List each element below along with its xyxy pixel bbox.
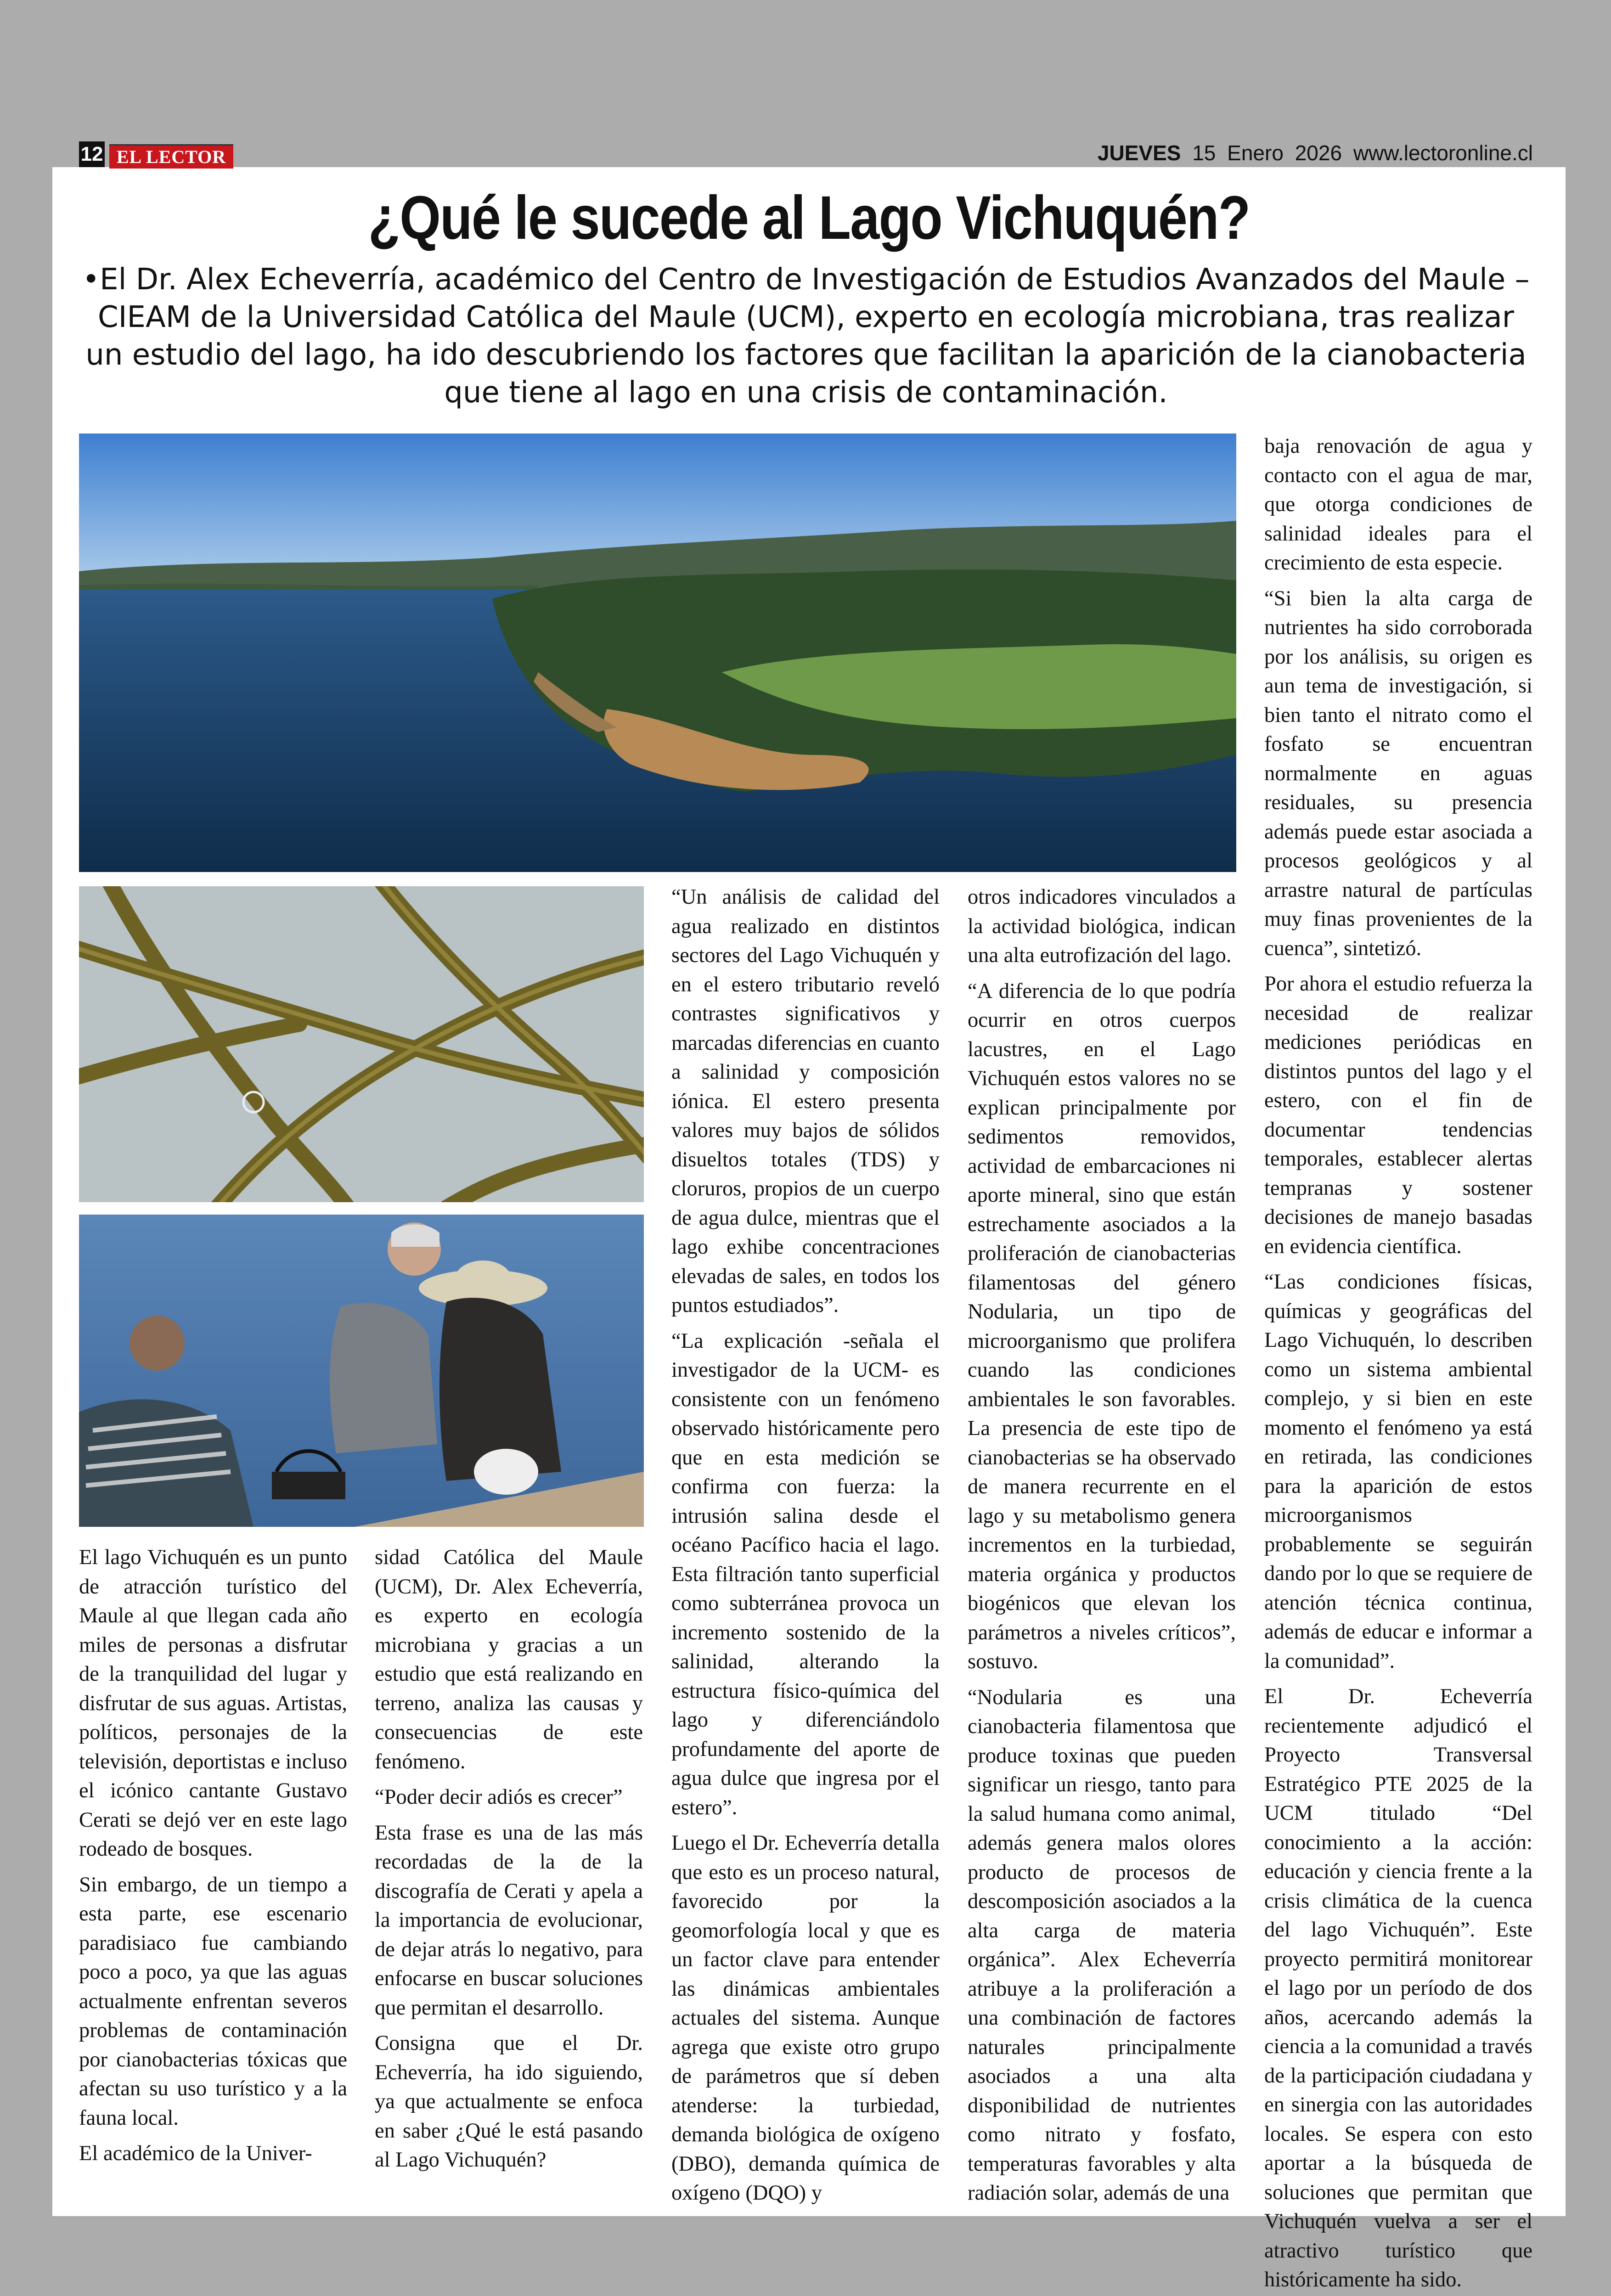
paragraph: otros indicadores vinculados a la actividad biológica, indican una alta eutrofización del lago. [968,885,1236,967]
cyanobacteria-microscope-photo [79,886,644,1202]
paragraph: El lago Vichuquén es un punto de atracción turístico del Maule al que llegan cada año miles de personas a disfrutar de la tranquilidad del lugar y disfrutar de sus aguas. Artistas, políticos, personajes de la televisión, deportistas e incluso el icónico cantante Gustavo Cerati se dejó ver en este lago rodeado de bosques. [79,1546,347,1861]
website-link[interactable]: www.lectoronline.cl [1353,141,1533,165]
paragraph: “La explicación -señala el investigador de la UCM- es consistente con un fenómeno observado históricamente pero que en esta medición se confirma con fuerza: la intrusión salina desde el océano Pacífico hacia el lago. Esta filtración tanto superficial como subterránea provoca un incremento sostenido de la salinidad, alterando la estructura físico-química del lago y diferenciándolo profundamente del aporte de agua dulce que ingresa por el estero”. [671,1329,940,1819]
lake-aerial-photo [79,433,1236,872]
research-team-photo [79,1215,644,1527]
paragraph: Consigna que el Dr. Echeverría, ha ido siguiendo, ya que actualmente se enfoca en saber ¿Qué le está pasando al Lago Vichuquén? [375,2032,643,2172]
paragraph: “Un análisis de calidad del agua realizado en distintos sectores del Lago Vichuquén y en el estero tributario reveló contrastes significativos y marcadas diferencias en cuanto a salinidad y composición iónica. El estero presenta valores muy bajos de sólidos disueltos totales (TDS) y cloruros, propios de un cuerpo de agua dulce, mientras que el lago exhibe concentraciones elevadas de sales, en todos los puntos estudiados”. [671,885,940,1317]
article-lead: •El Dr. Alex Echeverría, académico del Centro de Investigación de Estudios Avanzados del Maule – CIEAM de la Universidad Católica del Maule (UCM), experto en ecología microbiana, tras realizar un estudio del lago, ha ido descubriendo los factores que facilitan la aparición de la cianobacteria que tiene al lago en una crisis de contaminación. [82,263,1530,410]
page-number: 12 [79,141,105,167]
article-column-1 [79,1543,347,2175]
article-column-3 [671,883,940,2214]
article-title: ¿Qué le sucede al Lago Vichuquén? [368,184,1250,252]
paragraph: “A diferencia de lo que podría ocurrir en otros cuerpos lacustres, en el Lago Vichuquén estos valores no se explican principalmente por sedimentos removidos, actividad de embarcaciones ni aporte mineral, sino que están estrechamente asociados a la proliferación de cianobacterias filamentosas del género Nodularia, un tipo de microorganismo que prolifera cuando las condiciones ambientales le son favorables. La presencia de este tipo de cianobacterias se ha observado de manera recurrente en el lago y su metabolismo genera incrementos en la turbiedad, materia orgánica y productos biogénicos que elevan los parámetros a niveles críticos”, sostuvo. [968,979,1236,1673]
issue-month: Enero [1227,141,1284,165]
paragraph: “Si bien la alta carga de nutrientes ha sido corroborada por los análisis, su origen es aun tema de investigación, si bien tanto el nitrato como el fosfato se encuentran normalmente en aguas residuales, su presencia además puede estar asociada a procesos geológicos y al arrastre natural de partículas muy finas provenientes de la cuenca”, sintetizó. [1264,586,1532,960]
paragraph: Luego el Dr. Echeverría detalla que esto es un proceso natural, favorecido por la geomorfología local y que es un factor clave para entender las dinámicas ambientales actuales del sistema. Aunque agrega que existe otro grupo de parámetros que sí deben atenderse: la turbiedad, demanda biológica de oxígeno (DBO), demanda química de oxígeno (DQO) y [671,1831,940,2205]
article-column-5 [1264,432,1532,2296]
paragraph: Esta frase es una de las más recordadas de la de la discografía de Cerati y apela a la importancia de evolucionar, de dejar atrás lo negativo, para enfocarse en buscar soluciones que permitan el desarrollo. [375,1821,643,2020]
paragraph: El académico de la Univer- [79,2142,312,2165]
issue-date-line [1092,141,1533,165]
issue-date-number: 15 [1192,141,1216,165]
article-column-2 [375,1543,643,2181]
article-column-4 [968,883,1236,2214]
issue-day: JUEVES [1097,141,1181,165]
paragraph: “Poder decir adiós es crecer” [375,1785,623,1809]
paragraph: Por ahora el estudio refuerza la necesidad de realizar mediciones periódicas en distintos puntos del lago y el estero, con el fin de documentar tendencias temporales, establecer alertas tempranas y sostener decisiones de manejo basadas en evidencia científica. [1264,972,1532,1258]
newspaper-logo: EL LECTOR [109,144,233,169]
paragraph: Sin embargo, de un tiempo a esta parte, ese escenario paradisiaco fue cambiando poco a poco, ya que las aguas actualmente enfrentan severos problemas de contaminación por cianobacterias tóxicas que afectan su uso turístico y a la fauna local. [79,1873,347,2130]
paragraph: El Dr. Echeverría recientemente adjudicó el Proyecto Transversal Estratégico PTE 2025 de la UCM titulado “Del conocimiento a la acción: educación y ciencia frente a la crisis climática de la cuenca del lago Vichuquén”. Este proyecto permitirá monitorear el lago por un período de dos años, acercando además la ciencia a la comunidad a través de la participación ciudadana y en sinergia con las autoridades locales. Se espera con esto aportar a la búsqueda de soluciones que permitan que Vichuquén vuelva a ser el atractivo turístico que históricamente ha sido. [1264,1685,1532,2291]
issue-year: 2026 [1295,141,1342,165]
paragraph: “Las condiciones físicas, químicas y geográficas del Lago Vichuquén, lo describen como un sistema ambiental complejo, y si bien en este momento el fenómeno ya está en retirada, las condiciones para la aparición de estos microorganismos probablemente se seguirán dando por lo que se requiere de atención técnica continua, además de educar e informar a la comunidad”. [1264,1270,1532,1673]
paragraph: “Nodularia es una cianobacteria filamentosa que produce toxinas que pueden significar un riesgo, tanto para la salud humana como animal, además genera malos olores producto de procesos de descomposición asociados a la alta carga de materia orgánica”. Alex Echeverría atribuye a la proliferación a una combinación de factores naturales principalmente asociados a una alta disponibilidad de nutrientes como nitrato y fosfato, temperaturas favorables y alta radiación solar, además de una [968,1685,1236,2205]
paragraph: sidad Católica del Maule (UCM), Dr. Alex Echeverría, es experto en ecología microbiana y gracias a un estudio que está realizando en terreno, analiza las causas y consecuencias de este fenómeno. [375,1546,643,1773]
paragraph: baja renovación de agua y contacto con el agua de mar, que otorga condiciones de salinidad ideales para el crecimiento de esta especie. [1264,434,1532,574]
